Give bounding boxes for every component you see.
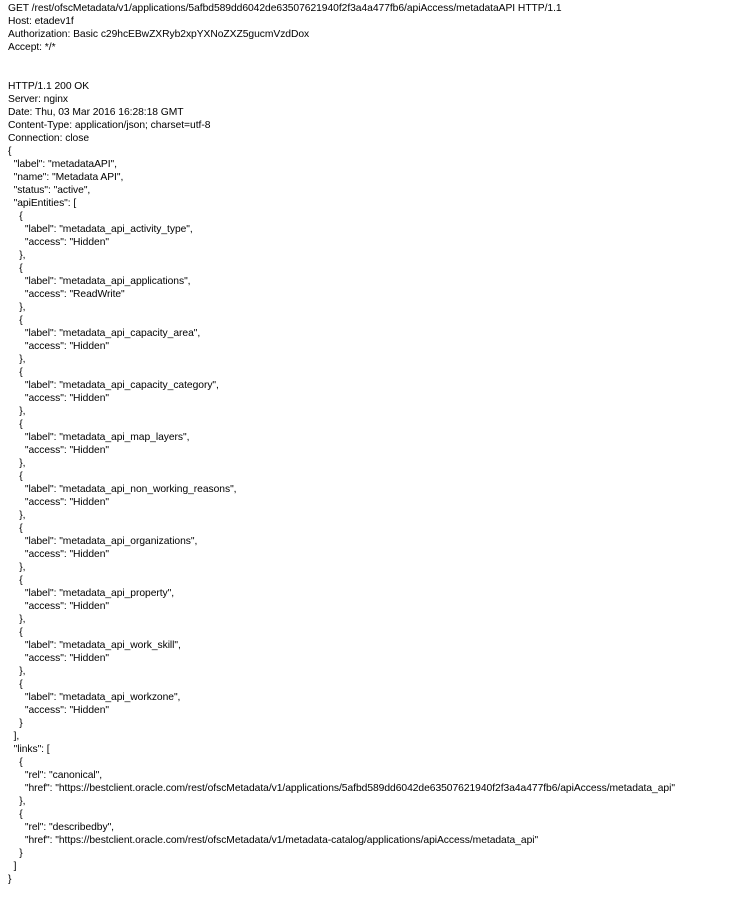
text-line: "access": "Hidden" — [8, 705, 109, 716]
text-line: { — [8, 419, 23, 430]
text-line: ], — [8, 731, 20, 742]
text-line: "apiEntities": [ — [8, 198, 77, 209]
text-line: }, — [8, 796, 26, 807]
text-line: "label": "metadata_api_map_layers", — [8, 432, 190, 443]
text-line: Authorization: Basic c29hcEBwZXRyb2xpYXNoZXZ5gucmVzdDox — [8, 29, 310, 40]
text-line: }, — [8, 406, 26, 417]
text-line: { — [8, 263, 23, 274]
text-line: "label": "metadata_api_capacity_category", — [8, 380, 219, 391]
text-line — [8, 54, 744, 67]
text-line: Server: nginx — [8, 94, 69, 105]
text-line: "href": "https://bestclient.oracle.com/rest/ofscMetadata/v1/applications/5afbd589dd6042de63507621940f2f3a4a477fb6/apiAccess/metadata_api" — [8, 783, 675, 794]
text-line: } — [8, 718, 23, 729]
text-line: }, — [8, 250, 26, 261]
text-line: { — [8, 757, 23, 768]
text-line: }, — [8, 458, 26, 469]
text-line: "rel": "canonical", — [8, 770, 103, 781]
text-line: Connection: close — [8, 133, 90, 144]
text-line: Date: Thu, 03 Mar 2016 16:28:18 GMT — [8, 107, 184, 118]
text-line: "label": "metadata_api_applications", — [8, 276, 191, 287]
text-line: HTTP/1.1 200 OK — [8, 81, 90, 92]
text-line: "access": "Hidden" — [8, 393, 109, 404]
text-line: "links": [ — [8, 744, 50, 755]
text-line: "access": "Hidden" — [8, 653, 109, 664]
text-line: "access": "Hidden" — [8, 445, 109, 456]
text-line: { — [8, 211, 23, 222]
text-line: "access": "Hidden" — [8, 549, 109, 560]
text-line: "label": "metadata_api_activity_type", — [8, 224, 193, 235]
text-line: "label": "metadata_api_capacity_area", — [8, 328, 201, 339]
text-line: "label": "metadata_api_property", — [8, 588, 175, 599]
text-line: { — [8, 367, 23, 378]
text-line — [8, 67, 744, 80]
text-line: "access": "ReadWrite" — [8, 289, 125, 300]
text-line: "rel": "describedby", — [8, 822, 114, 833]
text-line: "label": "metadata_api_work_skill", — [8, 640, 181, 651]
text-line: "href": "https://bestclient.oracle.com/rest/ofscMetadata/v1/metadata-catalog/applications/apiAccess/metadata_api" — [8, 835, 539, 846]
text-line: }, — [8, 562, 26, 573]
text-line: Content-Type: application/json; charset=utf-8 — [8, 120, 211, 131]
text-line: "label": "metadata_api_workzone", — [8, 692, 181, 703]
text-line: "access": "Hidden" — [8, 237, 109, 248]
text-line: "label": "metadata_api_organizations", — [8, 536, 198, 547]
text-line: "label": "metadataAPI", — [8, 159, 117, 170]
text-line: { — [8, 471, 23, 482]
text-line: "label": "metadata_api_non_working_reasons", — [8, 484, 237, 495]
text-line: } — [8, 874, 12, 885]
http-transcript — [8, 2, 744, 886]
text-line: } — [8, 848, 23, 859]
text-line: "access": "Hidden" — [8, 341, 109, 352]
text-line: }, — [8, 666, 26, 677]
text-line: GET /rest/ofscMetadata/v1/applications/5afbd589dd6042de63507621940f2f3a4a477fb6/apiAccess/metadataAPI HTTP/1.1 — [8, 3, 562, 14]
text-line: { — [8, 679, 23, 690]
text-line: { — [8, 146, 12, 157]
text-line: Accept: */* — [8, 42, 56, 53]
text-line: }, — [8, 614, 26, 625]
text-line: ] — [8, 861, 17, 872]
text-line: { — [8, 627, 23, 638]
text-line: { — [8, 315, 23, 326]
text-line: Host: etadev1f — [8, 16, 74, 27]
text-line: "access": "Hidden" — [8, 497, 109, 508]
text-line: "access": "Hidden" — [8, 601, 109, 612]
text-line: { — [8, 575, 23, 586]
text-line: { — [8, 523, 23, 534]
text-line: { — [8, 809, 23, 820]
text-line: "name": "Metadata API", — [8, 172, 124, 183]
text-line: "status": "active", — [8, 185, 91, 196]
text-line: }, — [8, 354, 26, 365]
text-line: }, — [8, 510, 26, 521]
text-line: }, — [8, 302, 26, 313]
